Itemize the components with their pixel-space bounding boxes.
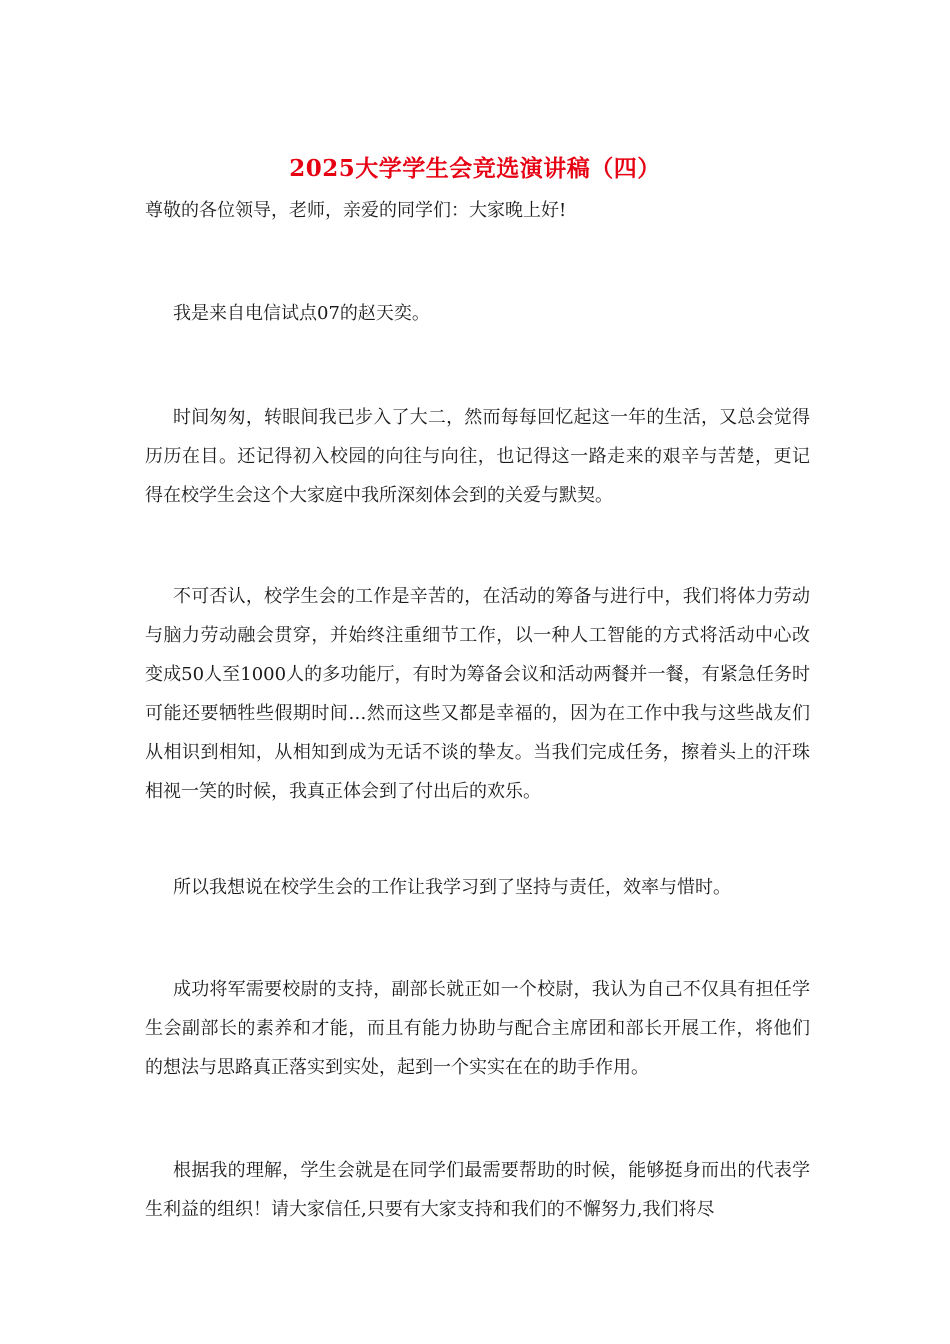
page-title: 2025大学学生会竞选演讲稿（四） <box>289 155 661 182</box>
paragraph-3: 不可否认，校学生会的工作是辛苦的，在活动的筹备与进行中，我们将体力劳动与脑力劳动融会贯穿，并始终注重细节工作，以一种人工智能的方式将活动中心改变成50人至1000人的多功能厅，有时为筹备会议和活动两餐并一餐，有紧急任务时可能还要牺牲些假期时间…然而这些又都是幸福的，因为在工作中我与这些战友们从相识到相知，从相知到成为无话不谈的挚友。当我们完成任务，擦着头上的汗珠相视一笑的时候，我真正体会到了付出后的欢乐。 <box>145 586 810 802</box>
greeting-line: 尊敬的各位领导，老师，亲爱的同学们：大家晚上好! <box>145 200 567 221</box>
paragraph-5: 成功将军需要校尉的支持，副部长就正如一个校尉，我认为自己不仅具有担任学生会副部长的素养和才能，而且有能力协助与配合主席团和部长开展工作，将他们的想法与思路真正落实到实处，起到一个实实在在的助手作用。 <box>145 979 810 1078</box>
paragraph-1: 我是来自电信试点07的赵天奕。 <box>173 303 430 324</box>
paragraph-2: 时间匆匆，转眼间我已步入了大二，然而每每回忆起这一年的生活，又总会觉得历历在目。还记得初入校园的向往与向往，也记得这一路走来的艰辛与苦楚，更记得在校学生会这个大家庭中我所深刻体会到的关爱与默契。 <box>145 407 810 506</box>
paragraph-6: 根据我的理解，学生会就是在同学们最需要帮助的时候，能够挺身而出的代表学生利益的组织！请大家信任,只要有大家支持和我们的不懈努力,我们将尽 <box>145 1160 810 1220</box>
paragraph-4: 所以我想说在校学生会的工作让我学习到了坚持与责任，效率与惜时。 <box>173 877 731 898</box>
